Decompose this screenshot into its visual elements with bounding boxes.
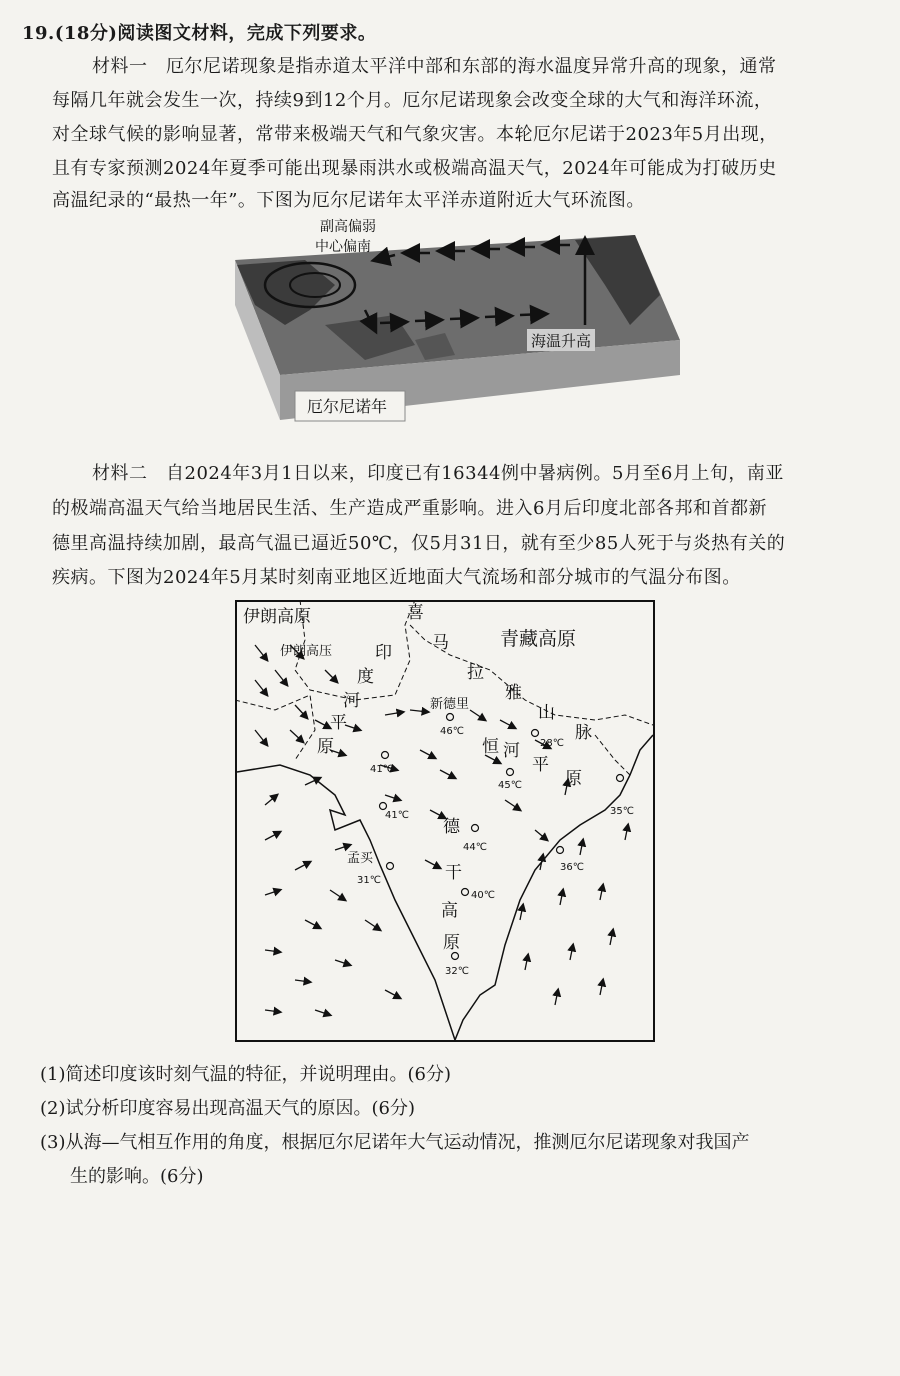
material1-line: 高温纪录的“最热一年”。下图为厄尔尼诺年太平洋赤道附近大气环流图。 xyxy=(52,190,645,211)
label-iran-high: 伊朗高压 xyxy=(280,644,333,659)
figure1-caption: 厄尔尼诺年 xyxy=(307,397,388,416)
label-du: 度 xyxy=(357,667,374,687)
label-ma: 马 xyxy=(432,633,449,653)
label-yuan3: 原 xyxy=(443,933,460,953)
label-yin: 印 xyxy=(375,643,392,663)
sub-question-1: (1)简述印度该时刻气温的特征，并说明理由。(6分) xyxy=(40,1064,451,1085)
label-de: 德 xyxy=(443,817,460,837)
label-subtropical-high-2: 中心偏南 xyxy=(315,239,371,255)
label-ya: 雅 xyxy=(505,683,522,703)
temp-41a: 41℃ xyxy=(370,764,394,775)
material1-line: 材料一 厄尔尼诺现象是指赤道太平洋中部和东部的海水温度异常升高的现象，通常 xyxy=(92,56,777,77)
temp-44: 44℃ xyxy=(463,842,487,853)
label-mumbai: 孟买 xyxy=(347,851,374,866)
material2-line: 的极端高温天气给当地居民生活、生产造成严重影响。进入6月后印度北部各邦和首都新 xyxy=(52,498,767,519)
temp-mumbai: 31℃ xyxy=(357,875,381,886)
label-sea-temp: 海温升高 xyxy=(531,332,592,350)
temp-45: 45℃ xyxy=(498,780,522,791)
south-asia-wind-temperature-map xyxy=(235,600,655,1042)
sub-question-3-cont: 生的影响。(6分) xyxy=(70,1166,204,1187)
label-mai: 脉 xyxy=(575,723,592,743)
label-yuan2: 原 xyxy=(565,769,582,789)
temp-41b: 41℃ xyxy=(385,810,409,821)
label-he2: 河 xyxy=(503,741,520,761)
label-new-delhi: 新德里 xyxy=(430,697,470,712)
material2-line: 德里高温持续加剧，最高气温已逼近50℃，仅5月31日，就有至少85人死于与炎热有关的 xyxy=(52,533,786,554)
label-subtropical-high-1: 副高偏弱 xyxy=(320,219,376,235)
label-ping2: 平 xyxy=(532,755,549,775)
material1-line: 每隔几年就会发生一次，持续9到12个月。厄尔尼诺现象会改变全球的大气和海洋环流， xyxy=(52,90,773,111)
material2-line: 疾病。下图为2024年5月某时刻南亚地区近地面大气流场和部分城市的气温分布图。 xyxy=(52,567,741,588)
material1-line: 对全球气候的影响显著，常带来极端天气和气象灾害。本轮厄尔尼诺于2023年5月出现， xyxy=(52,124,778,145)
temp-40: 40℃ xyxy=(471,890,495,901)
label-xi: 喜 xyxy=(407,603,424,623)
label-tibet-plateau: 青藏高原 xyxy=(500,628,577,650)
label-he1: 河 xyxy=(343,691,360,711)
temp-35: 35℃ xyxy=(610,806,634,817)
temp-32: 32℃ xyxy=(445,966,469,977)
sub-question-3: (3)从海—气相互作用的角度，根据厄尔尼诺年大气运动情况，推测厄尔尼诺现象对我国产 xyxy=(40,1132,750,1153)
label-gan: 干 xyxy=(445,863,462,883)
label-yuan1: 原 xyxy=(317,737,334,757)
material1-line: 且有专家预测2024年夏季可能出现暴雨洪水或极端高温天气，2024年可能成为打破历史 xyxy=(52,158,777,179)
label-shan: 山 xyxy=(538,703,555,723)
temp-28: 28℃ xyxy=(540,738,564,749)
sub-question-2: (2)试分析印度容易出现高温天气的原因。(6分) xyxy=(40,1098,415,1119)
temp-36: 36℃ xyxy=(560,862,584,873)
label-gao: 高 xyxy=(441,901,458,921)
temp-new-delhi: 46℃ xyxy=(440,726,464,737)
material2-line: 材料二 自2024年3月1日以来，印度已有16344例中暑病例。5月至6月上旬，南亚 xyxy=(92,463,784,484)
label-ping1: 平 xyxy=(330,713,347,733)
el-nino-circulation-diagram xyxy=(215,215,685,447)
label-iran-plateau: 伊朗高原 xyxy=(243,607,311,627)
question-header: 19.(18分)阅读图文材料，完成下列要求。 xyxy=(22,23,377,44)
label-heng: 恒 xyxy=(482,737,499,757)
label-la: 拉 xyxy=(467,663,484,683)
